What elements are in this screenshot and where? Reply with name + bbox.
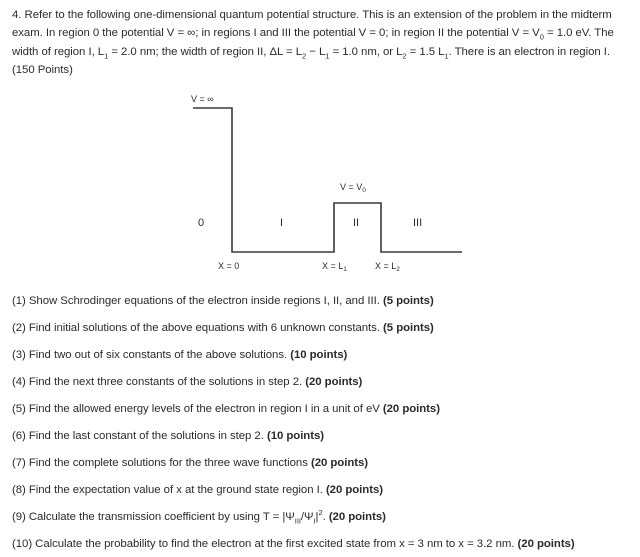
problem-text: − L bbox=[306, 45, 326, 58]
region-II-label: II bbox=[353, 217, 360, 229]
question-10 bbox=[12, 537, 575, 551]
xL1-label: $X = L_1$ bbox=[322, 261, 347, 273]
question-text: (8) Find the expectation value of x at the ground state region I. bbox=[12, 484, 326, 496]
question-points: (10 points) bbox=[266, 430, 324, 442]
question-points: (5 points) bbox=[383, 322, 434, 334]
question-points: (20 points) bbox=[382, 403, 440, 415]
v0-label: $V = V_0$ bbox=[340, 182, 366, 194]
question-text: (2) Find initial solutions of the above equations with 6 unknown constants. bbox=[12, 322, 384, 334]
question-5 bbox=[12, 402, 440, 416]
subscript: 2 bbox=[302, 51, 307, 61]
superscript: 2 bbox=[318, 508, 323, 518]
problem-text: Refer to the following one-dimensional quantum potential structure. This is an extension of the problem in the midterm exam. In region 0 the potential V = ∞; in regions I and III the potential V = 0; in region II the potential V = V bbox=[12, 9, 612, 40]
region-0-label: 0 bbox=[198, 217, 205, 229]
v-infinity-label: V = ∞ bbox=[191, 94, 214, 104]
question-text: (9) Calculate the transmission coefficient by using T = |Ψ bbox=[12, 511, 295, 523]
problem-number: 4. bbox=[12, 9, 22, 21]
question-text: (5) Find the allowed energy levels of the electron in region I in a unit of eV bbox=[12, 403, 383, 415]
question-text: (7) Find the complete solutions for the three wave functions bbox=[12, 457, 311, 469]
question-text: . bbox=[322, 511, 329, 523]
question-points: (10 points) bbox=[290, 349, 348, 361]
subscript: 1 bbox=[104, 51, 109, 61]
subscript: III bbox=[294, 516, 301, 526]
problem-statement bbox=[12, 6, 630, 80]
subscript: I bbox=[313, 516, 316, 526]
question-text: (4) Find the next three constants of the solutions in step 2. bbox=[12, 376, 306, 388]
question-points: (20 points) bbox=[325, 484, 383, 496]
question-text: (3) Find two out of six constants of the above solutions. bbox=[12, 349, 291, 361]
question-6 bbox=[12, 429, 324, 443]
question-points: (20 points) bbox=[305, 376, 363, 388]
question-text: (6) Find the last constant of the solutions in step 2. bbox=[12, 430, 267, 442]
question-9 bbox=[12, 510, 386, 524]
region-I-label: I bbox=[280, 217, 284, 229]
problem-text: = 2.0 nm; the width of region II, ΔL = L bbox=[108, 45, 303, 58]
problem-text: = 1.5 L bbox=[406, 45, 445, 58]
problem-text: . There is an electron in region I. (150 Points) bbox=[12, 45, 610, 77]
problem-text: = 1.0 eV. The width of region I, L bbox=[12, 27, 614, 58]
question-text: (10) Calculate the probability to find the electron at the first excited state from x = 3 nm to x = 3.2 nm. bbox=[12, 538, 518, 550]
subscript: 1 bbox=[325, 51, 330, 61]
x0-label: X = 0 bbox=[218, 261, 240, 271]
subscript: 1 bbox=[444, 51, 449, 61]
region-III-label: III bbox=[413, 217, 423, 229]
question-points: (20 points) bbox=[328, 511, 386, 523]
question-1 bbox=[12, 294, 434, 308]
question-points: (20 points) bbox=[310, 457, 369, 469]
question-text: | bbox=[315, 511, 319, 523]
xL2-label: $X = L_2$ bbox=[375, 261, 400, 273]
question-4 bbox=[12, 375, 362, 389]
subscript: 0 bbox=[539, 32, 544, 42]
question-7 bbox=[12, 456, 368, 470]
question-text: (1) Show Schrodinger equations of the electron inside regions I, II, and III. bbox=[12, 295, 383, 307]
question-text: /Ψ bbox=[300, 511, 314, 523]
potential-profile bbox=[193, 108, 462, 252]
question-points: (5 points) bbox=[382, 295, 434, 307]
question-2 bbox=[12, 321, 434, 335]
question-3 bbox=[12, 348, 347, 362]
subscript: 2 bbox=[402, 51, 407, 61]
problem-text: = 1.0 nm, or L bbox=[329, 45, 403, 58]
question-8 bbox=[12, 483, 383, 497]
question-points: (20 points) bbox=[517, 538, 575, 550]
